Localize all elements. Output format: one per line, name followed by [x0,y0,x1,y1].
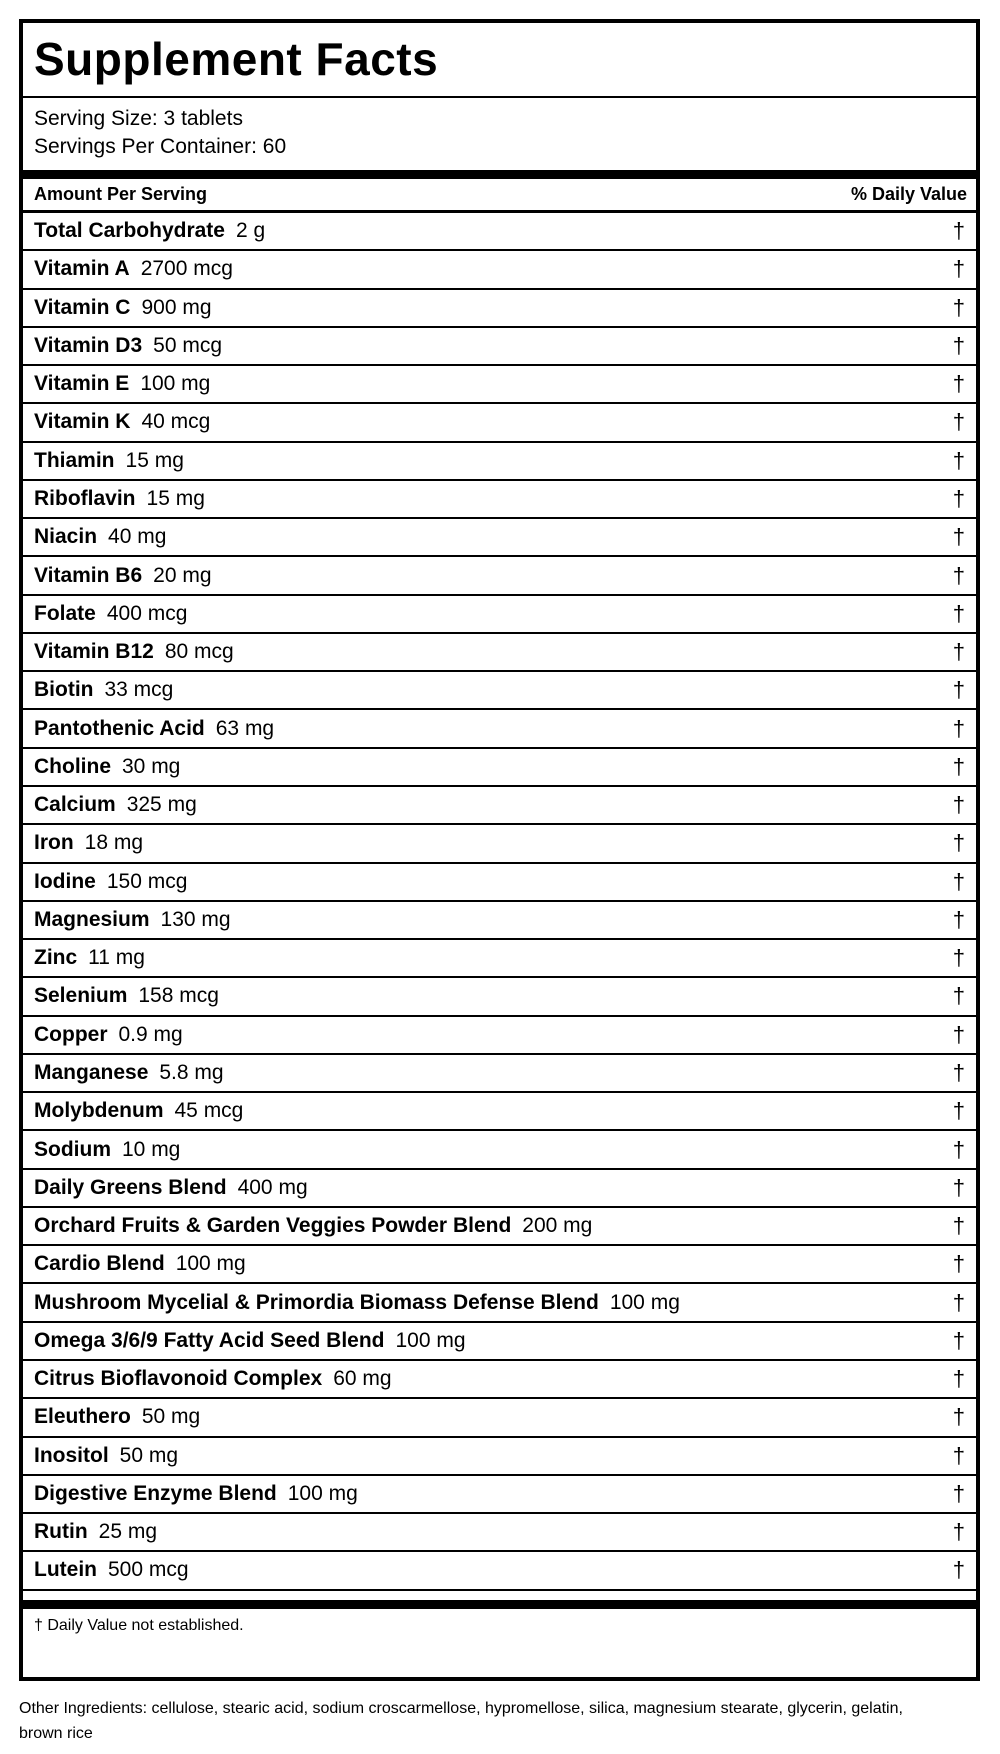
daily-value: † [952,830,965,856]
nutrient-amount: 325 mg [126,793,197,817]
table-row [23,940,976,978]
table-row [23,557,976,595]
nutrient-name: Riboflavin [34,486,136,510]
nutrient-amount: 100 mg [395,1328,466,1352]
daily-value: † [952,1327,965,1353]
nutrient-cell [34,602,187,626]
nutrient-cell [34,946,145,970]
nutrient-amount: 500 mcg [108,1558,189,1582]
nutrient-name: Vitamin A [34,257,130,281]
nutrient-name: Digestive Enzyme Blend [34,1481,277,1505]
nutrient-name: Lutein [34,1558,97,1582]
nutrient-name: Rutin [34,1520,88,1544]
nutrient-cell [34,334,222,358]
nutrient-cell [34,564,212,588]
nutrient-amount: 5.8 mg [159,1060,224,1084]
daily-value: † [952,524,965,550]
daily-value: † [952,1404,965,1430]
nutrient-cell [34,678,173,702]
table-row [23,1131,976,1169]
daily-value: † [952,677,965,703]
nutrient-amount: 100 mg [140,372,211,396]
nutrient-name: Vitamin B6 [34,563,143,587]
daily-value: † [952,715,965,741]
nutrient-name: Copper [34,1022,108,1046]
daily-value: † [952,600,965,626]
table-row [23,787,976,825]
nutrient-amount: 100 mg [609,1290,680,1314]
table-row [23,710,976,748]
nutrient-cell [34,1558,189,1582]
nutrient-amount: 45 mcg [174,1099,244,1123]
nutrient-amount: 10 mg [122,1137,181,1161]
nutrient-name: Omega 3/6/9 Fatty Acid Seed Blend [34,1328,385,1352]
nutrient-amount: 40 mg [108,525,167,549]
nutrient-name: Sodium [34,1137,111,1161]
nutrient-cell [34,1214,592,1238]
nutrient-name: Vitamin B12 [34,640,154,664]
nutrient-cell [34,410,210,434]
nutrient-name: Iron [34,831,74,855]
table-row [23,519,976,557]
nutrient-amount: 15 mg [125,448,184,472]
daily-value: † [952,1519,965,1545]
table-row [23,1208,976,1246]
daily-value: † [952,1251,965,1277]
nutrient-cell [34,717,274,741]
daily-value: † [952,1480,965,1506]
nutrient-name: Molybdenum [34,1099,164,1123]
table-row [23,864,976,902]
nutrient-name: Cardio Blend [34,1252,165,1276]
nutrient-amount: 900 mg [141,295,212,319]
nutrient-cell [34,1405,200,1429]
nutrient-amount: 100 mg [287,1481,358,1505]
row-spacer [23,1591,976,1600]
daily-value-label: % Daily Value [850,184,967,204]
nutrient-cell [34,1252,246,1276]
table-row [23,1514,976,1552]
table-row [23,1093,976,1131]
table-row [23,404,976,442]
nutrient-cell [34,257,233,281]
daily-value: † [952,1021,965,1047]
supplement-facts-panel [19,19,980,1681]
table-row [23,251,976,289]
table-row [23,1323,976,1361]
table-row [23,1170,976,1208]
daily-value: † [952,485,965,511]
table-row [23,366,976,404]
thick-divider [23,1600,976,1609]
daily-value: † [952,562,965,588]
nutrient-name: Selenium [34,984,128,1008]
table-row [23,1476,976,1514]
daily-value: † [952,945,965,971]
nutrient-cell [34,296,212,320]
daily-value: † [952,639,965,665]
nutrient-name: Inositol [34,1443,109,1467]
nutrient-cell [34,1061,224,1085]
daily-value: † [952,332,965,358]
table-row [23,749,976,787]
table-row [23,825,976,863]
footnote: † Daily Value not established. [34,1616,244,1634]
nutrient-cell [34,1291,680,1315]
nutrient-name: Vitamin E [34,372,130,396]
nutrient-amount: 40 mcg [141,410,211,434]
nutrient-cell [34,487,205,511]
table-row [23,1438,976,1476]
nutrient-name: Folate [34,601,96,625]
nutrient-amount: 400 mcg [106,601,188,625]
nutrient-list [23,213,976,1591]
nutrient-cell [34,1023,183,1047]
serving-info [23,98,976,170]
nutrient-amount: 158 mcg [138,984,219,1008]
nutrient-cell [34,372,210,396]
daily-value: † [952,1442,965,1468]
other-ingredients: Other Ingredients: cellulose, stearic acid, sodium croscarmellose, hypromellose, silica, magnesium stearate, glycerin, gelatin, brown rice [19,1700,903,1742]
nutrient-name: Total Carbohydrate [34,219,225,243]
nutrient-name: Manganese [34,1060,149,1084]
table-row [23,1361,976,1399]
daily-value: † [952,294,965,320]
daily-value: † [952,792,965,818]
daily-value: † [952,868,965,894]
nutrient-cell [34,870,187,894]
nutrient-amount: 2 g [235,219,266,243]
nutrient-name: Thiamin [34,448,115,472]
table-row [23,672,976,710]
nutrient-cell [34,755,180,779]
daily-value: † [952,1289,965,1315]
nutrient-amount: 50 mg [119,1443,179,1467]
table-row [23,443,976,481]
daily-value: † [952,1557,965,1583]
nutrient-amount: 11 mg [88,946,145,970]
nutrient-cell [34,1329,466,1353]
nutrient-amount: 30 mg [122,754,181,778]
table-row [23,902,976,940]
daily-value: † [952,1098,965,1124]
nutrient-name: Magnesium [34,907,150,931]
nutrient-amount: 50 mcg [153,333,223,357]
serving-size: Serving Size: 3 tablets [34,107,243,130]
nutrient-amount: 20 mg [153,563,212,587]
amount-per-serving-label: Amount Per Serving [34,184,208,204]
nutrient-name: Vitamin C [34,295,131,319]
daily-value: † [952,371,965,397]
thick-divider [23,170,976,179]
nutrient-name: Mushroom Mycelial & Primordia Biomass Defense Blend [34,1290,599,1314]
nutrient-cell [34,1176,308,1200]
nutrient-amount: 18 mg [84,831,144,855]
nutrient-cell [34,984,219,1008]
daily-value: † [952,1366,965,1392]
table-row [23,213,976,251]
nutrient-name: Citrus Bioflavonoid Complex [34,1367,323,1391]
daily-value: † [952,1059,965,1085]
table-header [23,179,976,213]
nutrient-cell [34,1444,178,1468]
nutrient-cell [34,793,197,817]
daily-value: † [952,218,965,244]
nutrient-amount: 100 mg [175,1252,246,1276]
table-row [23,290,976,328]
nutrient-amount: 80 mcg [164,640,234,664]
nutrient-amount: 15 mg [146,486,205,510]
servings-per-container: Servings Per Container: 60 [34,135,287,158]
table-row [23,978,976,1016]
nutrient-amount: 60 mg [333,1367,392,1391]
daily-value: † [952,753,965,779]
table-row [23,1246,976,1284]
daily-value: † [952,906,965,932]
table-row [23,634,976,672]
nutrient-name: Zinc [34,946,78,970]
daily-value: † [952,983,965,1009]
nutrient-name: Pantothenic Acid [34,716,205,740]
nutrient-name: Iodine [34,869,96,893]
table-row [23,1552,976,1590]
nutrient-name: Calcium [34,793,116,817]
table-row [23,481,976,519]
daily-value: † [952,1213,965,1239]
nutrient-cell [34,219,265,243]
nutrient-cell [34,1099,243,1123]
nutrient-amount: 150 mcg [106,869,188,893]
nutrient-cell [34,449,184,473]
nutrient-amount: 130 mg [160,907,231,931]
table-row [23,328,976,366]
nutrient-name: Vitamin K [34,410,131,434]
nutrient-cell [34,525,166,549]
panel-title: Supplement Facts [23,23,976,98]
nutrient-cell [34,640,234,664]
nutrient-cell [34,831,143,855]
daily-value: † [952,1136,965,1162]
nutrient-name: Daily Greens Blend [34,1175,227,1199]
nutrient-name: Eleuthero [34,1405,131,1429]
nutrient-amount: 33 mcg [104,678,174,702]
nutrient-name: Choline [34,754,111,778]
nutrient-cell [34,1367,392,1391]
table-row [23,1284,976,1322]
nutrient-cell [34,908,231,932]
daily-value: † [952,256,965,282]
daily-value: † [952,409,965,435]
table-row [23,596,976,634]
nutrient-cell [34,1138,180,1162]
nutrient-amount: 2700 mcg [140,257,233,281]
daily-value: † [952,447,965,473]
nutrient-amount: 400 mg [237,1175,308,1199]
nutrient-name: Niacin [34,525,98,549]
table-row [23,1399,976,1437]
nutrient-amount: 200 mg [522,1214,593,1238]
nutrient-name: Vitamin D3 [34,333,143,357]
nutrient-amount: 0.9 mg [118,1022,183,1046]
nutrient-name: Orchard Fruits & Garden Veggies Powder Blend [34,1214,512,1238]
table-row [23,1055,976,1093]
nutrient-amount: 25 mg [98,1520,158,1544]
nutrient-cell [34,1520,157,1544]
daily-value: † [952,1174,965,1200]
nutrient-amount: 50 mg [141,1405,201,1429]
nutrient-amount: 63 mg [215,716,275,740]
nutrient-cell [34,1482,358,1506]
nutrient-name: Biotin [34,678,94,702]
table-row [23,1017,976,1055]
